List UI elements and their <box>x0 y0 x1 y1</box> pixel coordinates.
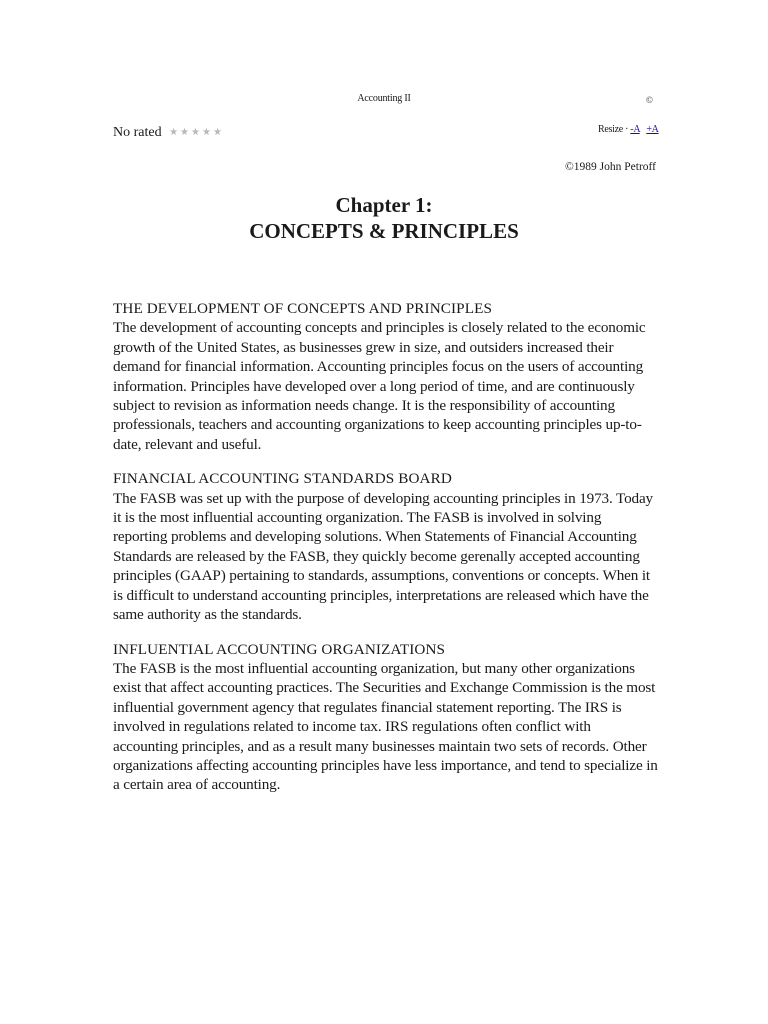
copyright-icon: © <box>646 95 653 105</box>
decrease-text-size-link[interactable]: -A <box>630 124 640 135</box>
section-body: The development of accounting concepts and principles is closely related to the economic growth of the United States, as businesses grew in size, and outsiders increased their demand for financial information. Accounting principles focus on the users of accounting information. Principles have developed over a long period of time, and are continuously subject to revision as information needs change. It is the responsibility of accounting professionals, teachers and accounting organizations to keep accounting principles up-to-date, relevant and useful. <box>113 319 646 453</box>
resize-controls <box>598 124 659 135</box>
chapter-number: Chapter 1: <box>335 193 433 217</box>
rating-stars-icon[interactable]: ★★★★★ <box>169 127 224 138</box>
running-title: Accounting II <box>357 93 411 104</box>
author-copyright: ©1989 John Petroff <box>565 161 656 173</box>
rating <box>113 125 224 141</box>
chapter-heading <box>0 192 768 244</box>
section-body: The FASB is the most influential accounting organization, but many other organizations exist that affect accounting practices. The Securities and Exchange Commission is the most influential government agency that regulates financial statement reporting. The IRS is involved in regulations related to income tax. IRS regulations often conflict with accounting principles, and as a result many businesses maintain two sets of records. Other organizations affecting accounting principles have less importance, and tend to specialize in a certain area of accounting. <box>113 659 658 794</box>
resize-label: Resize <box>598 124 623 135</box>
chapter-content <box>113 299 658 810</box>
section <box>113 640 658 795</box>
chapter-title: CONCEPTS & PRINCIPLES <box>249 219 519 243</box>
rating-text: No rated <box>113 125 162 140</box>
increase-text-size-link[interactable]: +A <box>646 124 659 135</box>
section-title: FINANCIAL ACCOUNTING STANDARDS BOARD <box>113 470 452 488</box>
section-title: INFLUENTIAL ACCOUNTING ORGANIZATIONS <box>113 640 446 658</box>
section <box>113 299 658 454</box>
section-body: The FASB was set up with the purpose of developing accounting principles in 1973. Today it is the most influential accounting organization. The FASB is involved in solving reporting problems and developing solutions. When Statements of Financial Accounting Standards are released by the FASB, they quickly become gerenally accepted accounting principles (GAAP) pertaining to standards, assumptions, conventions or concepts. When it is difficult to understand accounting principles, interpretations are released which have the same authority as the standards. <box>113 489 654 624</box>
section-title: THE DEVELOPMENT OF CONCEPTS AND PRINCIPLES <box>113 300 492 317</box>
resize-separator: · <box>625 124 629 135</box>
section <box>113 469 658 624</box>
